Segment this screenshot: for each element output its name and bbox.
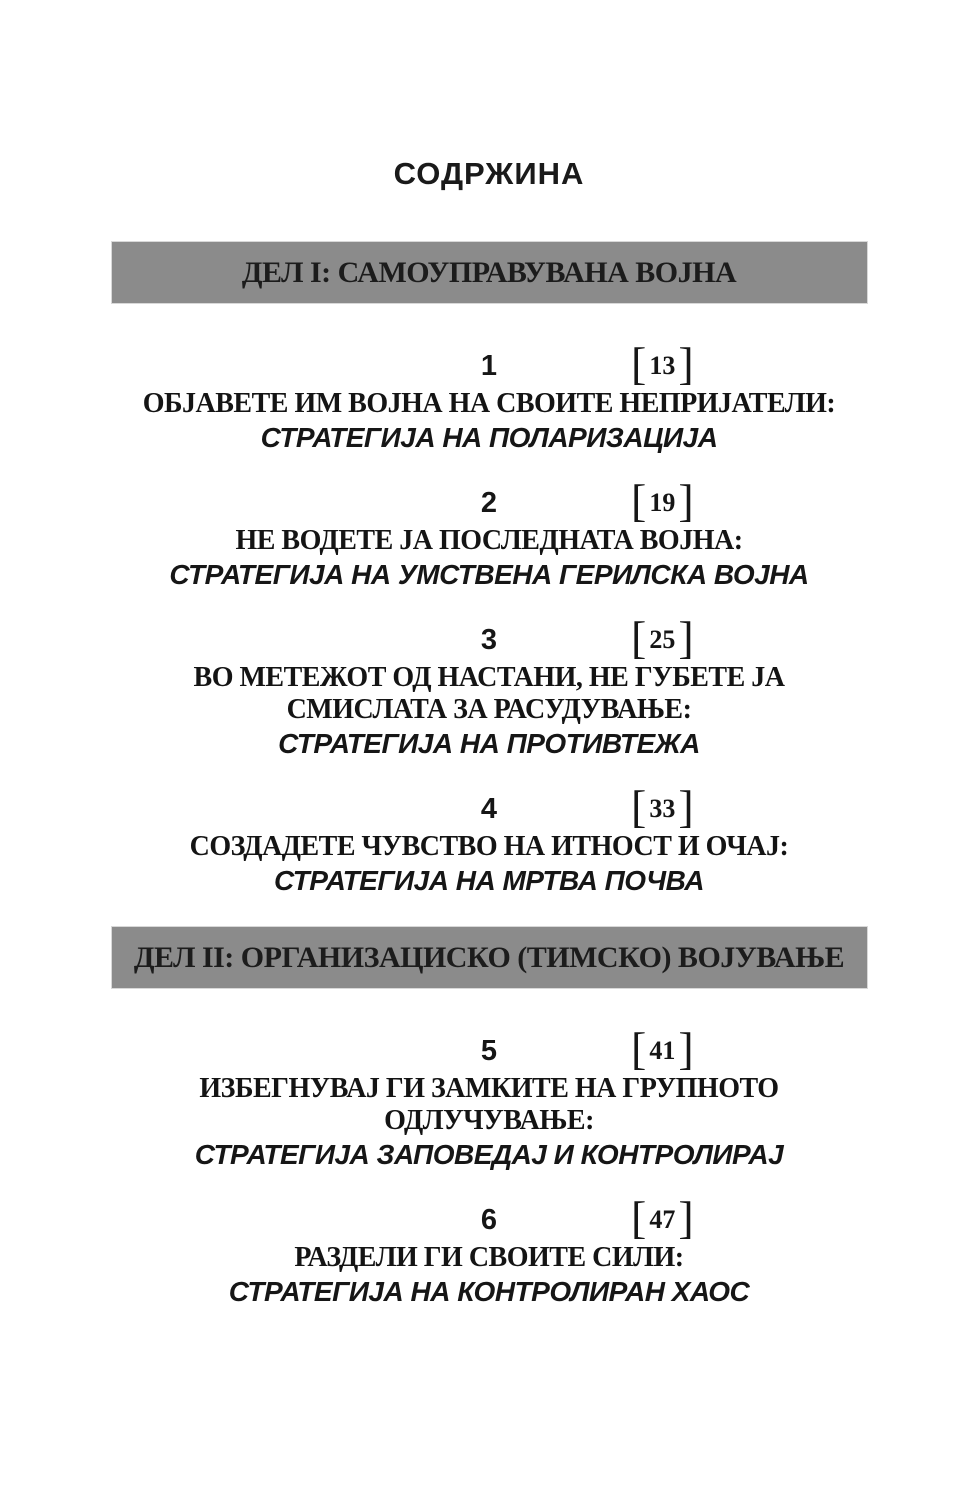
chapter-number: 2 <box>480 487 498 519</box>
page-number: 25 <box>649 625 676 654</box>
chapter-title-line: НЕ ВОДЕТЕ ЈА ПОСЛЕДНАТА ВОЈНА: <box>235 525 743 556</box>
chapter-subtitle: СТРАТЕГИЈА НА ПРОТИВТЕЖА <box>278 728 700 759</box>
chapter-number: 4 <box>480 793 498 825</box>
chapter-title-line: СОЗДАДЕТЕ ЧУВСТВО НА ИТНОСТ И ОЧАЈ: <box>189 831 789 862</box>
bracket-right: ] <box>678 612 694 663</box>
chapter-number: 1 <box>480 350 498 382</box>
bracket-right: ] <box>678 781 694 832</box>
section-heading: ДЕЛ I: САМОУПРАВУВАНА ВОЈНА <box>241 255 737 289</box>
chapter-subtitle: СТРАТЕГИЈА ЗАПОВЕДАЈ И КОНТРОЛИРАЈ <box>194 1139 784 1170</box>
chapter-subtitle: СТРАТЕГИЈА НА КОНТРОЛИРАН ХАОС <box>228 1276 750 1307</box>
page-number: 19 <box>649 488 676 517</box>
toc-entry-chapter-6 <box>0 1192 978 1309</box>
chapter-title-line: РАЗДЕЛИ ГИ СВОИТЕ СИЛИ: <box>294 1242 684 1273</box>
chapter-subtitle: СТРАТЕГИЈА НА УМСТВЕНА ГЕРИЛСКА ВОЈНА <box>169 559 809 590</box>
page-number: 13 <box>649 351 676 380</box>
page-number: 33 <box>649 794 676 823</box>
bracket-right: ] <box>678 1192 694 1243</box>
page-title: СОДРЖИНА <box>393 156 585 191</box>
bracket-right: ] <box>678 338 694 389</box>
chapter-number: 3 <box>480 624 498 656</box>
chapter-title-line: СМИСЛАТА ЗА РАСУДУВАЊЕ: <box>286 694 692 725</box>
page-reference <box>631 1023 694 1074</box>
toc-entry-chapter-3 <box>0 612 978 761</box>
bracket-right: ] <box>678 475 694 526</box>
page-reference <box>631 612 694 663</box>
chapter-number-line <box>0 781 978 832</box>
bracket-left: [ <box>631 1023 647 1074</box>
page-reference <box>631 1192 694 1243</box>
chapter-subtitle: СТРАТЕГИЈА НА ПОЛАРИЗАЦИЈА <box>260 422 718 453</box>
chapter-subtitle: СТРАТЕГИЈА НА МРТВА ПОЧВА <box>274 865 704 896</box>
chapter-number-line <box>0 338 978 389</box>
chapter-number-line <box>0 1023 978 1074</box>
toc-entry-chapter-4 <box>0 781 978 898</box>
section-part-1 <box>0 241 978 898</box>
bracket-right: ] <box>678 1023 694 1074</box>
section-part-2 <box>0 926 978 1309</box>
chapter-title-line: ВО МЕТЕЖОТ ОД НАСТАНИ, НЕ ГУБЕТЕ ЈА <box>193 662 785 693</box>
toc-entry-chapter-2 <box>0 475 978 592</box>
chapter-title-line: ОБЈАВЕТЕ ИМ ВОЈНА НА СВОИТЕ НЕПРИЈАТЕЛИ: <box>142 388 836 419</box>
section-heading-bar <box>111 926 868 989</box>
bracket-left: [ <box>631 781 647 832</box>
bracket-left: [ <box>631 338 647 389</box>
page-reference <box>631 338 694 389</box>
chapter-list <box>0 304 978 898</box>
page-number: 47 <box>649 1205 676 1234</box>
chapter-number-line <box>0 1192 978 1243</box>
section-heading: ДЕЛ II: ОРГАНИЗАЦИСКО (ТИМСКО) ВОЈУВАЊЕ <box>133 940 845 974</box>
chapter-number-line <box>0 475 978 526</box>
chapter-number-line <box>0 612 978 663</box>
bracket-left: [ <box>631 1192 647 1243</box>
bracket-left: [ <box>631 475 647 526</box>
bracket-left: [ <box>631 612 647 663</box>
section-heading-bar <box>111 241 868 304</box>
chapter-list <box>0 989 978 1309</box>
page-number: 41 <box>649 1036 676 1065</box>
page-reference <box>631 475 694 526</box>
chapter-number: 5 <box>480 1035 498 1067</box>
toc-entry-chapter-5 <box>0 1023 978 1172</box>
toc-entry-chapter-1 <box>0 338 978 455</box>
chapter-title-line: ОДЛУЧУВАЊЕ: <box>384 1105 594 1136</box>
page-reference <box>631 781 694 832</box>
chapter-number: 6 <box>480 1204 498 1236</box>
chapter-title-line: ИЗБЕГНУВАЈ ГИ ЗАМКИТЕ НА ГРУПНОТО <box>199 1073 779 1104</box>
